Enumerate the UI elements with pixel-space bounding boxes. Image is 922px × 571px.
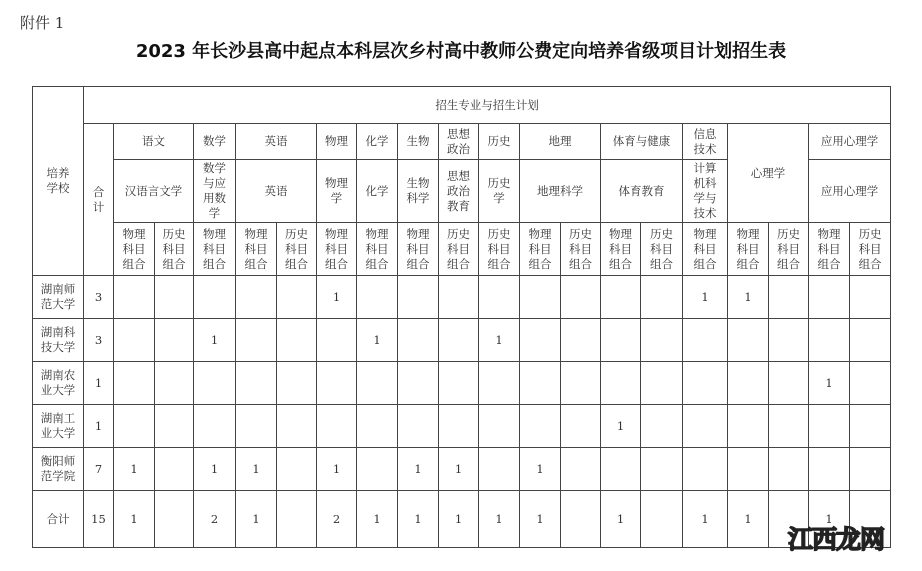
table-row (33, 405, 891, 448)
quota-cell: 1 (357, 319, 398, 362)
header-plan: 招生专业与招生计划 (84, 87, 891, 124)
subject-header: 语文 (114, 124, 194, 160)
quota-cell: 1 (317, 276, 357, 319)
quota-cell: 1 (114, 448, 155, 491)
major-header: 计算机科学与技术 (683, 160, 728, 223)
quota-cell (769, 405, 809, 448)
quota-cell: 1 (317, 448, 357, 491)
attachment-label: 附件 1 (20, 14, 65, 32)
row-total: 3 (84, 319, 114, 362)
quota-cell (850, 276, 891, 319)
subject-header: 英语 (236, 124, 317, 160)
quota-cell (728, 405, 769, 448)
school-name: 湖南农业大学 (33, 362, 84, 405)
quota-cell (155, 448, 194, 491)
quota-cell (641, 362, 683, 405)
quota-cell: 1 (236, 491, 277, 548)
quota-cell: 1 (357, 491, 398, 548)
quota-cell (277, 491, 317, 548)
quota-cell (850, 362, 891, 405)
school-name: 衡阳师范学院 (33, 448, 84, 491)
quota-cell (357, 448, 398, 491)
quota-cell (114, 405, 155, 448)
quota-cell: 2 (194, 491, 236, 548)
school-name: 湖南工业大学 (33, 405, 84, 448)
quota-cell: 1 (728, 491, 769, 548)
major-header: 地理科学 (520, 160, 601, 223)
quota-cell (850, 319, 891, 362)
quota-cell (398, 276, 439, 319)
subject-combo-header: 物理科目组合 (357, 223, 398, 276)
subject-header: 数学 (194, 124, 236, 160)
subject-header: 信息技术 (683, 124, 728, 160)
subject-combo-header: 历史科目组合 (850, 223, 891, 276)
subject-combo-header: 历史科目组合 (277, 223, 317, 276)
quota-cell: 1 (728, 276, 769, 319)
subject-combo-header: 物理科目组合 (683, 223, 728, 276)
subject-combo-header: 物理科目组合 (114, 223, 155, 276)
quota-cell (194, 362, 236, 405)
major-header: 物理学 (317, 160, 357, 223)
table-row (33, 448, 891, 491)
quota-cell (114, 276, 155, 319)
quota-cell (561, 448, 601, 491)
quota-cell (601, 448, 641, 491)
quota-cell (114, 319, 155, 362)
subject-combo-header: 物理科目组合 (194, 223, 236, 276)
watermark-logo (788, 520, 884, 556)
quota-cell (236, 276, 277, 319)
major-header: 数学与应用数学 (194, 160, 236, 223)
quota-cell (479, 405, 520, 448)
subject-header: 化学 (357, 124, 398, 160)
table-row (33, 362, 891, 405)
quota-cell (357, 362, 398, 405)
row-total: 1 (84, 405, 114, 448)
quota-cell (641, 319, 683, 362)
subject-combo-header: 物理科目组合 (317, 223, 357, 276)
quota-cell (398, 405, 439, 448)
subject-header: 历史 (479, 124, 520, 160)
quota-cell (561, 319, 601, 362)
major-header: 英语 (236, 160, 317, 223)
quota-cell (317, 319, 357, 362)
subject-combo-header: 历史科目组合 (155, 223, 194, 276)
quota-cell (641, 491, 683, 548)
major-header: 历史学 (479, 160, 520, 223)
school-name: 合计 (33, 491, 84, 548)
quota-cell (114, 362, 155, 405)
quota-cell: 1 (439, 448, 479, 491)
watermark-part2: 龙网 (836, 525, 885, 554)
quota-cell (769, 362, 809, 405)
quota-cell: 2 (317, 491, 357, 548)
quota-cell (728, 362, 769, 405)
subject-combo-header: 物理科目组合 (809, 223, 850, 276)
table-row (33, 276, 891, 319)
quota-cell (850, 448, 891, 491)
quota-cell (850, 405, 891, 448)
subject-header: 物理 (317, 124, 357, 160)
subject-combo-header: 历史科目组合 (769, 223, 809, 276)
page-title: 2023 年长沙县高中起点本科层次乡村高中教师公费定向培养省级项目计划招生表 (135, 41, 787, 62)
quota-cell: 1 (114, 491, 155, 548)
quota-cell (194, 276, 236, 319)
header-school: 培养学校 (33, 87, 84, 276)
row-total: 1 (84, 362, 114, 405)
subject-header: 思想政治 (439, 124, 479, 160)
quota-cell (398, 362, 439, 405)
quota-cell: 1 (398, 491, 439, 548)
header-total: 合计 (84, 124, 114, 276)
quota-cell (236, 319, 277, 362)
subject-header: 心理学 (728, 124, 809, 223)
row-total: 7 (84, 448, 114, 491)
quota-cell (601, 319, 641, 362)
table-row (33, 319, 891, 362)
quota-cell (728, 319, 769, 362)
quota-cell (479, 276, 520, 319)
quota-cell (728, 448, 769, 491)
subject-header: 应用心理学 (809, 124, 891, 160)
subject-combo-header: 历史科目组合 (561, 223, 601, 276)
quota-cell (809, 276, 850, 319)
subject-header: 地理 (520, 124, 601, 160)
quota-cell (561, 362, 601, 405)
quota-cell: 1 (683, 491, 728, 548)
quota-cell (317, 362, 357, 405)
quota-cell (236, 405, 277, 448)
quota-cell (601, 276, 641, 319)
quota-cell (479, 448, 520, 491)
subject-combo-header: 历史科目组合 (479, 223, 520, 276)
quota-cell: 1 (479, 491, 520, 548)
quota-cell (683, 362, 728, 405)
quota-cell (520, 405, 561, 448)
quota-cell: 1 (398, 448, 439, 491)
quota-cell: 1 (194, 319, 236, 362)
quota-cell (439, 276, 479, 319)
row-total: 3 (84, 276, 114, 319)
subject-combo-header: 物理科目组合 (520, 223, 561, 276)
enrollment-plan-table (32, 86, 891, 548)
quota-cell (155, 319, 194, 362)
quota-cell (769, 448, 809, 491)
subject-header: 生物 (398, 124, 439, 160)
quota-cell (479, 362, 520, 405)
quota-cell (155, 405, 194, 448)
quota-cell (683, 319, 728, 362)
quota-cell (398, 319, 439, 362)
quota-cell (769, 276, 809, 319)
subject-header: 体育与健康 (601, 124, 683, 160)
quota-cell (561, 491, 601, 548)
quota-cell (601, 362, 641, 405)
major-header: 化学 (357, 160, 398, 223)
quota-cell: 1 (683, 276, 728, 319)
subject-combo-header: 物理科目组合 (728, 223, 769, 276)
row-total: 15 (84, 491, 114, 548)
quota-cell (317, 405, 357, 448)
quota-cell: 1 (236, 448, 277, 491)
quota-cell (155, 276, 194, 319)
quota-cell (561, 405, 601, 448)
quota-cell: 1 (439, 491, 479, 548)
major-header: 应用心理学 (809, 160, 891, 223)
quota-cell: 1 (194, 448, 236, 491)
major-header: 汉语言文学 (114, 160, 194, 223)
quota-cell (683, 405, 728, 448)
quota-cell (194, 405, 236, 448)
quota-cell (277, 448, 317, 491)
subject-combo-header: 历史科目组合 (641, 223, 683, 276)
subject-combo-header: 物理科目组合 (398, 223, 439, 276)
watermark-part1: 江西 (788, 525, 837, 554)
school-name: 湖南科技大学 (33, 319, 84, 362)
subject-combo-header: 历史科目组合 (439, 223, 479, 276)
quota-cell: 1 (520, 491, 561, 548)
quota-cell (809, 319, 850, 362)
subject-combo-header: 物理科目组合 (601, 223, 641, 276)
quota-cell (277, 405, 317, 448)
major-header: 生物科学 (398, 160, 439, 223)
quota-cell (561, 276, 601, 319)
subject-combo-header: 物理科目组合 (236, 223, 277, 276)
quota-cell (277, 362, 317, 405)
quota-cell (769, 319, 809, 362)
major-header: 体育教育 (601, 160, 683, 223)
quota-cell (155, 362, 194, 405)
quota-cell: 1 (479, 319, 520, 362)
major-header: 思想政治教育 (439, 160, 479, 223)
quota-cell (155, 491, 194, 548)
quota-cell (641, 276, 683, 319)
quota-cell (809, 448, 850, 491)
quota-cell (236, 362, 277, 405)
quota-cell (277, 276, 317, 319)
quota-cell (439, 362, 479, 405)
quota-cell: 1 (520, 448, 561, 491)
quota-cell (520, 319, 561, 362)
quota-cell (439, 405, 479, 448)
quota-cell (277, 319, 317, 362)
quota-cell (357, 405, 398, 448)
quota-cell: 1 (601, 491, 641, 548)
quota-cell: 1 (809, 362, 850, 405)
quota-cell (520, 362, 561, 405)
total-row (33, 491, 891, 548)
quota-cell (641, 448, 683, 491)
quota-cell (641, 405, 683, 448)
quota-cell (357, 276, 398, 319)
quota-cell (809, 405, 850, 448)
quota-cell (520, 276, 561, 319)
school-name: 湖南师范大学 (33, 276, 84, 319)
quota-cell: 1 (809, 491, 850, 548)
quota-cell: 1 (601, 405, 641, 448)
quota-cell (683, 448, 728, 491)
quota-cell (439, 319, 479, 362)
